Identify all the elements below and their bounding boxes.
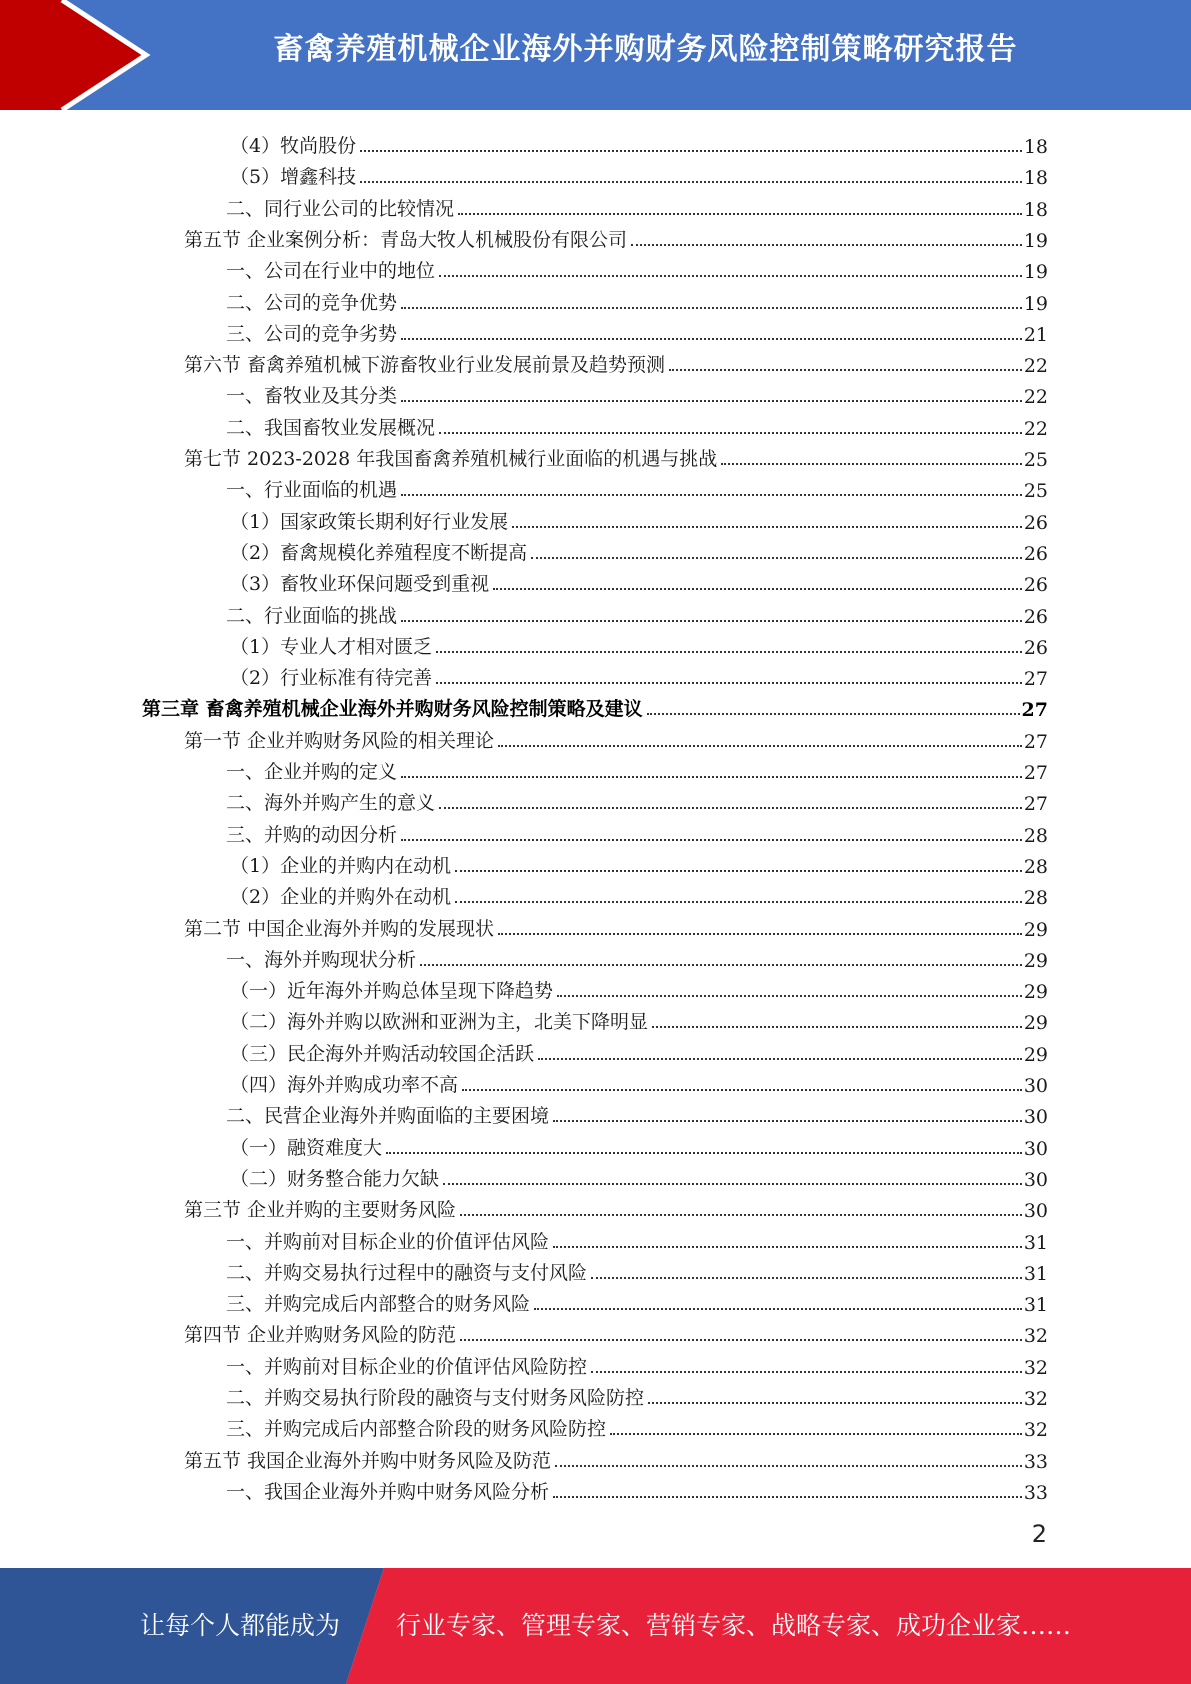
toc-leader-dots [555, 1465, 1022, 1467]
toc-entry[interactable] [226, 1410, 1048, 1441]
toc-entry-page: 30 [1023, 1075, 1048, 1097]
toc-leader-dots [498, 745, 1022, 747]
toc-entry[interactable] [230, 972, 1048, 1003]
toc-leader-dots [462, 1089, 1022, 1091]
toc-leader-dots [439, 275, 1022, 277]
toc-entry-page: 32 [1023, 1419, 1048, 1442]
toc-entry-page: 33 [1023, 1481, 1048, 1504]
toc-entry[interactable] [226, 753, 1048, 784]
toc-entry[interactable] [230, 659, 1048, 690]
toc-entry-page: 30 [1023, 1137, 1048, 1160]
toc-entry-title: 二、并购交易执行过程中的融资与支付风险 [226, 1261, 588, 1284]
toc-entry[interactable] [230, 628, 1048, 659]
toc-entry-title: 三、并购完成后内部整合的财务风险 [226, 1293, 531, 1316]
toc-leader-dots [401, 620, 1022, 622]
toc-entry-page: 26 [1023, 542, 1048, 565]
toc-entry-title: 一、行业面临的机遇 [226, 479, 398, 502]
toc-entry-page: 33 [1023, 1450, 1048, 1473]
toc-entry[interactable] [230, 534, 1048, 565]
toc-chapter-entry[interactable] [142, 690, 1048, 721]
footer-slogan-left: 让每个人都能成为 [140, 1611, 341, 1640]
toc-entry-page: 28 [1023, 855, 1048, 878]
toc-entry-title: 二、并购交易执行阶段的融资与支付财务风险防控 [226, 1387, 645, 1409]
toc-leader-dots [439, 432, 1022, 434]
toc-entry[interactable] [226, 1223, 1048, 1254]
toc-entry[interactable] [230, 1003, 1048, 1034]
toc-leader-dots [401, 400, 1022, 402]
toc-leader-dots [401, 494, 1022, 496]
toc-entry-page: 19 [1023, 292, 1048, 315]
toc-entry-title: （4）牧尚股份 [230, 135, 357, 157]
toc-entry-page: 27 [1023, 762, 1048, 784]
toc-entry-title: 第七节 2023-2028 年我国畜禽养殖机械行业面临的机遇与挑战 [184, 448, 718, 470]
toc-leader-dots [401, 839, 1022, 841]
toc-leader-dots [512, 526, 1022, 528]
toc-entry[interactable] [226, 1379, 1048, 1410]
toc-entry[interactable] [226, 1348, 1048, 1379]
toc-entry-title: 一、并购前对目标企业的价值评估风险防控 [226, 1355, 588, 1378]
toc-entry-title: （1）国家政策长期利好行业发展 [230, 510, 509, 533]
toc-section-entry[interactable] [184, 910, 1048, 941]
toc-leader-dots [652, 1026, 1022, 1028]
toc-entry[interactable] [226, 1285, 1048, 1316]
toc-leader-dots [401, 307, 1022, 309]
toc-entry-page: 19 [1023, 229, 1048, 252]
toc-leader-dots [648, 1402, 1022, 1404]
toc-entry-title: 二、行业面临的挑战 [226, 604, 398, 627]
toc-entry[interactable] [226, 471, 1048, 502]
toc-entry[interactable] [230, 1035, 1048, 1066]
toc-entry-title: 第一节 企业并购财务风险的相关理论 [184, 729, 495, 752]
toc-entry-title: 一、公司在行业中的地位 [226, 260, 436, 283]
toc-entry-title: （2）畜禽规模化养殖程度不断提高 [230, 541, 528, 564]
toc-entry-page: 32 [1023, 1356, 1048, 1379]
toc-section-entry[interactable] [184, 722, 1048, 753]
toc-entry[interactable] [230, 158, 1048, 189]
toc-entry-page: 18 [1023, 136, 1048, 158]
toc-entry-title: 第五节 我国企业海外并购中财务风险及防范 [184, 1449, 552, 1472]
toc-entry-page: 30 [1023, 1168, 1048, 1191]
toc-entry-page: 31 [1023, 1231, 1048, 1254]
toc-entry-page: 27 [1023, 668, 1048, 691]
toc-entry-page: 27 [1023, 793, 1048, 816]
toc-entry-title: 第五节 企业案例分析：青岛大牧人机械股份有限公司 [184, 228, 628, 251]
toc-entry-page: 28 [1023, 824, 1048, 847]
toc-section-entry[interactable] [184, 440, 1048, 471]
toc-entry-page: 22 [1023, 386, 1048, 409]
toc-leader-dots [557, 995, 1022, 997]
report-title: 畜禽养殖机械企业海外并购财务风险控制策略研究报告 [273, 32, 1018, 67]
toc-leader-dots [455, 901, 1022, 903]
toc-entry-title: 三、公司的竞争劣势 [226, 322, 398, 345]
toc-entry-page: 21 [1023, 323, 1048, 346]
toc-leader-dots [498, 933, 1022, 935]
toc-entry[interactable] [226, 816, 1048, 847]
toc-leader-dots [420, 964, 1022, 966]
toc-entry-page: 28 [1023, 887, 1048, 910]
toc-leader-dots [647, 713, 1020, 715]
toc-entry-page: 26 [1023, 511, 1048, 534]
toc-entry-title: 一、企业并购的定义 [226, 761, 398, 783]
toc-entry-title: （一）近年海外并购总体呈现下降趋势 [230, 980, 554, 1003]
toc-entry-title: 第四节 企业并购财务风险的防范 [184, 1324, 457, 1347]
toc-leader-dots [531, 557, 1022, 559]
toc-section-entry[interactable] [184, 346, 1048, 377]
toc-entry-page: 22 [1023, 355, 1048, 378]
toc-entry[interactable] [226, 1473, 1048, 1504]
toc-entry-page: 31 [1023, 1294, 1048, 1317]
toc-entry-page: 32 [1023, 1325, 1048, 1348]
toc-entry[interactable] [226, 377, 1048, 408]
footer-slogan-right: 行业专家、管理专家、营销专家、战略专家、成功企业家…… [396, 1611, 1072, 1640]
toc-leader-dots [553, 1246, 1022, 1248]
page-footer [0, 1568, 1191, 1684]
toc-leader-dots [443, 1183, 1022, 1185]
toc-entry-page: 19 [1023, 261, 1048, 284]
toc-entry-title: （1）专业人才相对匮乏 [230, 635, 433, 658]
toc-section-entry[interactable] [184, 221, 1048, 252]
toc-entry[interactable] [226, 597, 1048, 628]
toc-entry[interactable] [230, 503, 1048, 534]
toc-entry[interactable] [230, 1129, 1048, 1160]
toc-entry-title: 二、公司的竞争优势 [226, 291, 398, 314]
toc-leader-dots [610, 1433, 1022, 1435]
toc-entry-title: （2）行业标准有待完善 [230, 667, 433, 690]
page-number: 2 [1031, 1520, 1047, 1548]
toc-leader-dots [458, 213, 1022, 215]
toc-entry-title: 二、同行业公司的比较情况 [226, 197, 455, 220]
toc-entry-page: 26 [1023, 605, 1048, 628]
toc-entry-page: 29 [1023, 918, 1048, 941]
toc-entry[interactable] [226, 941, 1048, 972]
toc-section-entry[interactable] [184, 1442, 1048, 1473]
toc-leader-dots [538, 1058, 1022, 1060]
toc-entry-title: 三、并购的动因分析 [226, 823, 398, 846]
toc-entry[interactable] [226, 1097, 1048, 1128]
toc-entry-title: （2）企业的并购外在动机 [230, 886, 452, 909]
toc-leader-dots [436, 682, 1022, 684]
toc-leader-dots [460, 1339, 1022, 1341]
toc-leader-dots [591, 1371, 1022, 1373]
toc-entry-page: 27 [1021, 699, 1048, 722]
toc-entry-title: 二、我国畜牧业发展概况 [226, 416, 436, 439]
toc-entry-title: 第六节 畜禽养殖机械下游畜牧业行业发展前景及趋势预测 [184, 354, 666, 377]
toc-section-entry[interactable] [184, 1191, 1048, 1222]
toc-entry-page: 29 [1023, 981, 1048, 1004]
toc-entry-page: 29 [1023, 1043, 1048, 1066]
toc-entry-title: （1）企业的并购内在动机 [230, 854, 452, 877]
toc-section-entry[interactable] [184, 1316, 1048, 1347]
toc-leader-dots [436, 651, 1022, 653]
toc-entry[interactable] [226, 409, 1048, 440]
toc-entry[interactable] [226, 315, 1048, 346]
toc-entry-page: 32 [1023, 1388, 1048, 1410]
toc-entry-page: 30 [1023, 1106, 1048, 1129]
toc-entry-page: 27 [1023, 730, 1048, 753]
toc-entry-page: 31 [1023, 1262, 1048, 1285]
toc-entry[interactable] [230, 1066, 1048, 1097]
toc-entry-page: 30 [1023, 1200, 1048, 1223]
toc-leader-dots [360, 181, 1022, 183]
toc-entry-page: 26 [1023, 574, 1048, 597]
toc-entry-page: 25 [1023, 480, 1048, 503]
toc-entry-title: （三）民企海外并购活动较国企活跃 [230, 1042, 535, 1065]
toc-leader-dots [553, 1120, 1022, 1122]
toc-entry-title: （二）财务整合能力欠缺 [230, 1167, 440, 1190]
toc-entry-title: （5）增鑫科技 [230, 166, 357, 189]
toc-leader-dots [439, 807, 1022, 809]
toc-entry-title: （3）畜牧业环保问题受到重视 [230, 573, 490, 596]
toc-leader-dots [386, 1152, 1022, 1154]
toc-entry[interactable] [226, 784, 1048, 815]
toc-entry[interactable] [226, 1254, 1048, 1285]
toc-entry-page: 25 [1023, 449, 1048, 471]
toc-entry-title: （二）海外并购以欧洲和亚洲为主，北美下降明显 [230, 1011, 649, 1034]
toc-entry[interactable] [230, 1160, 1048, 1191]
toc-entry-title: （一）融资难度大 [230, 1136, 383, 1159]
toc-entry-title: 一、海外并购现状分析 [226, 948, 417, 971]
toc-entry-title: 一、并购前对目标企业的价值评估风险 [226, 1230, 550, 1253]
toc-leader-dots [591, 1277, 1022, 1279]
toc-entry-title: 二、民营企业海外并购面临的主要困境 [226, 1105, 550, 1128]
toc-entry-page: 22 [1023, 417, 1048, 440]
toc-entry[interactable] [230, 127, 1048, 158]
toc-entry[interactable] [230, 565, 1048, 596]
toc-entry-title: 一、畜牧业及其分类 [226, 385, 398, 408]
toc-leader-dots [455, 870, 1022, 872]
toc-entry-title: 第二节 中国企业海外并购的发展现状 [184, 917, 495, 940]
toc-leader-dots [401, 776, 1022, 778]
toc-entry[interactable] [230, 847, 1048, 878]
toc-leader-dots [493, 588, 1022, 590]
toc-entry-title: 三、并购完成后内部整合阶段的财务风险防控 [226, 1418, 607, 1441]
toc-leader-dots [669, 369, 1022, 371]
toc-leader-dots [534, 1308, 1022, 1310]
toc-leader-dots [460, 1214, 1022, 1216]
toc-entry-title: 第三章 畜禽养殖机械企业海外并购财务风险控制策略及建议 [142, 698, 643, 721]
toc-entry-title: 二、海外并购产生的意义 [226, 792, 436, 815]
toc-entry[interactable] [226, 252, 1048, 283]
toc-entry-page: 18 [1023, 167, 1048, 190]
toc-entry-title: （四）海外并购成功率不高 [230, 1074, 459, 1096]
toc-entry-page: 18 [1023, 198, 1048, 221]
toc-leader-dots [631, 244, 1022, 246]
toc-entry[interactable] [226, 190, 1048, 221]
toc-leader-dots [360, 150, 1022, 152]
toc-entry-page: 29 [1023, 1012, 1048, 1035]
toc-entry[interactable] [226, 284, 1048, 315]
toc-leader-dots [721, 463, 1022, 465]
toc-entry[interactable] [230, 878, 1048, 909]
toc-leader-dots [553, 1496, 1022, 1498]
toc-entry-page: 29 [1023, 949, 1048, 972]
toc-entry-title: 第三节 企业并购的主要财务风险 [184, 1199, 457, 1222]
toc-leader-dots [401, 338, 1022, 340]
page-header [0, 0, 1191, 110]
toc-entry-page: 26 [1023, 636, 1048, 659]
toc-entry-title: 一、我国企业海外并购中财务风险分析 [226, 1480, 550, 1503]
